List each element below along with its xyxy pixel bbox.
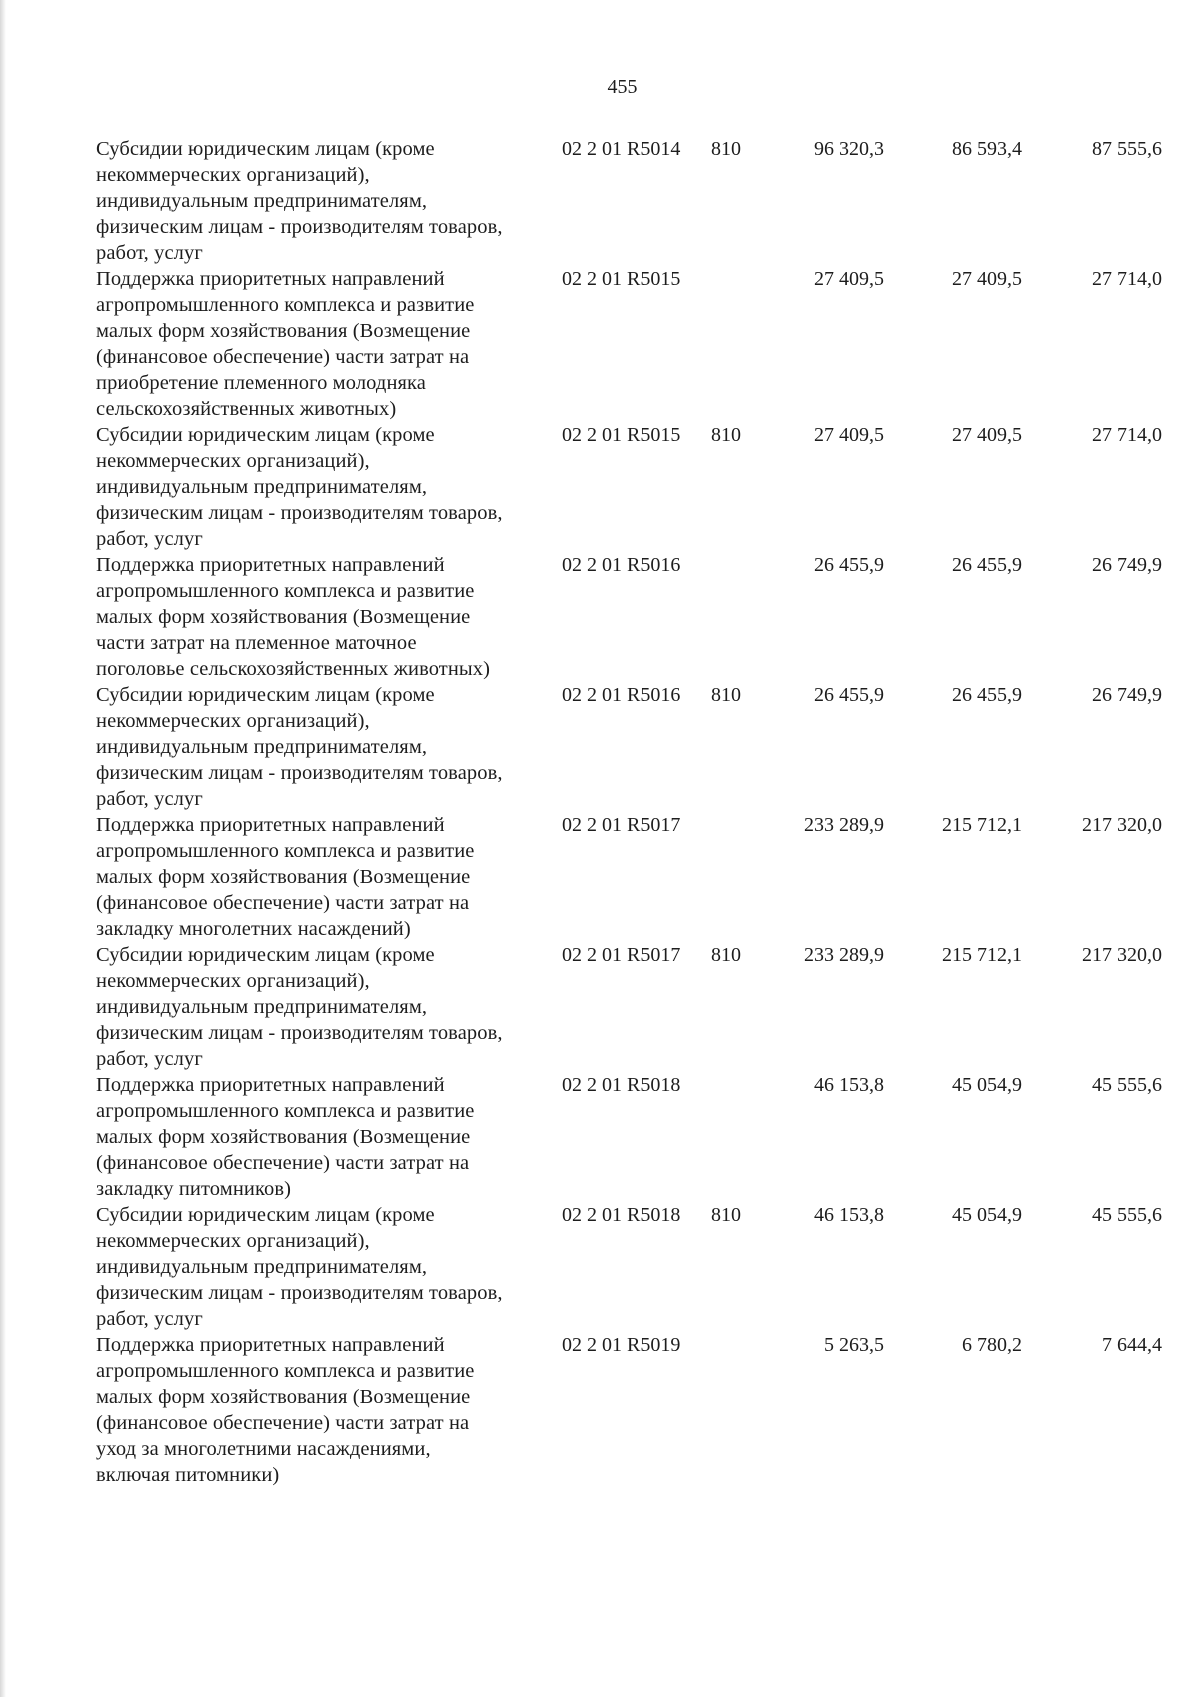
row-name: Субсидии юридическим лицам (кроме некоммерческих организаций), индивидуальным предпринимателям, физическим лицам - производителям товаров, работ, услуг [96, 1204, 503, 1330]
row-value-1: 5 263,5 [824, 1334, 884, 1356]
row-value-1: 27 409,5 [814, 424, 884, 446]
row-value-2: 27 409,5 [952, 424, 1022, 446]
row-name: Поддержка приоритетных направлений агропромышленного комплекса и развитие малых форм хозяйствования (Возмещение (финансовое обеспечение) части затрат на приобретение племенного молодняка сельскохозяйственных животных) [96, 268, 475, 420]
row-value-2: 27 409,5 [952, 268, 1022, 290]
table-row [96, 552, 1166, 682]
page-number: 455 [607, 76, 638, 98]
row-name: Поддержка приоритетных направлений агропромышленного комплекса и развитие малых форм хозяйствования (Возмещение (финансовое обеспечение) части затрат на уход за многолетними насаждениями, включая питомники) [96, 1334, 475, 1486]
row-value-2: 26 455,9 [952, 554, 1022, 576]
row-name: Субсидии юридическим лицам (кроме некоммерческих организаций), индивидуальным предпринимателям, физическим лицам - производителям товаров, работ, услуг [96, 944, 503, 1070]
row-code: 02 2 01 R5016 [562, 684, 681, 706]
row-value-3: 26 749,9 [1092, 684, 1162, 706]
row-code: 02 2 01 R5017 [562, 814, 681, 836]
row-value-2: 6 780,2 [962, 1334, 1022, 1356]
row-code: 02 2 01 R5015 [562, 424, 681, 446]
table-row [96, 682, 1166, 812]
row-code: 02 2 01 R5017 [562, 944, 681, 966]
row-code: 02 2 01 R5015 [562, 268, 681, 290]
row-value-3: 217 320,0 [1082, 944, 1162, 966]
row-value-3: 45 555,6 [1092, 1074, 1162, 1096]
row-code: 02 2 01 R5018 [562, 1074, 681, 1096]
table-row [96, 812, 1166, 942]
row-type: 810 [711, 424, 741, 446]
row-value-3: 217 320,0 [1082, 814, 1162, 836]
row-value-2: 26 455,9 [952, 684, 1022, 706]
row-code: 02 2 01 R5019 [562, 1334, 681, 1356]
row-type: 810 [711, 944, 741, 966]
row-type: 810 [711, 138, 741, 160]
table-row [96, 942, 1166, 1072]
row-value-3: 27 714,0 [1092, 424, 1162, 446]
row-value-2: 45 054,9 [952, 1074, 1022, 1096]
table-row [96, 1332, 1166, 1488]
row-value-3: 45 555,6 [1092, 1204, 1162, 1226]
row-value-1: 46 153,8 [814, 1074, 884, 1096]
row-value-2: 215 712,1 [942, 944, 1022, 966]
row-code: 02 2 01 R5016 [562, 554, 681, 576]
row-value-2: 86 593,4 [952, 138, 1022, 160]
row-value-1: 96 320,3 [814, 138, 884, 160]
row-value-1: 233 289,9 [804, 944, 884, 966]
row-value-3: 87 555,6 [1092, 138, 1162, 160]
row-value-1: 26 455,9 [814, 684, 884, 706]
row-code: 02 2 01 R5014 [562, 138, 681, 160]
table-row [96, 266, 1166, 422]
row-type: 810 [711, 684, 741, 706]
row-value-1: 27 409,5 [814, 268, 884, 290]
row-value-3: 7 644,4 [1102, 1334, 1162, 1356]
scan-edge-shadow [0, 0, 6, 1697]
row-value-3: 26 749,9 [1092, 554, 1162, 576]
budget-table [96, 136, 1166, 1488]
row-name: Субсидии юридическим лицам (кроме некоммерческих организаций), индивидуальным предпринимателям, физическим лицам - производителям товаров, работ, услуг [96, 684, 503, 810]
row-value-3: 27 714,0 [1092, 268, 1162, 290]
row-name: Поддержка приоритетных направлений агропромышленного комплекса и развитие малых форм хозяйствования (Возмещение части затрат на племенное маточное поголовье сельскохозяйственных животных) [96, 554, 491, 680]
table-row [96, 422, 1166, 552]
row-value-2: 215 712,1 [942, 814, 1022, 836]
row-value-1: 26 455,9 [814, 554, 884, 576]
row-type: 810 [711, 1204, 741, 1226]
row-value-1: 233 289,9 [804, 814, 884, 836]
row-value-2: 45 054,9 [952, 1204, 1022, 1226]
table-row [96, 136, 1166, 266]
table-row [96, 1202, 1166, 1332]
row-name: Субсидии юридическим лицам (кроме некоммерческих организаций), индивидуальным предпринимателям, физическим лицам - производителям товаров, работ, услуг [96, 424, 503, 550]
row-name: Поддержка приоритетных направлений агропромышленного комплекса и развитие малых форм хозяйствования (Возмещение (финансовое обеспечение) части затрат на закладку питомников) [96, 1074, 475, 1200]
row-name: Поддержка приоритетных направлений агропромышленного комплекса и развитие малых форм хозяйствования (Возмещение (финансовое обеспечение) части затрат на закладку многолетних насаждений) [96, 814, 475, 940]
row-code: 02 2 01 R5018 [562, 1204, 681, 1226]
row-value-1: 46 153,8 [814, 1204, 884, 1226]
row-name: Субсидии юридическим лицам (кроме некоммерческих организаций), индивидуальным предпринимателям, физическим лицам - производителям товаров, работ, услуг [96, 138, 503, 264]
table-row [96, 1072, 1166, 1202]
